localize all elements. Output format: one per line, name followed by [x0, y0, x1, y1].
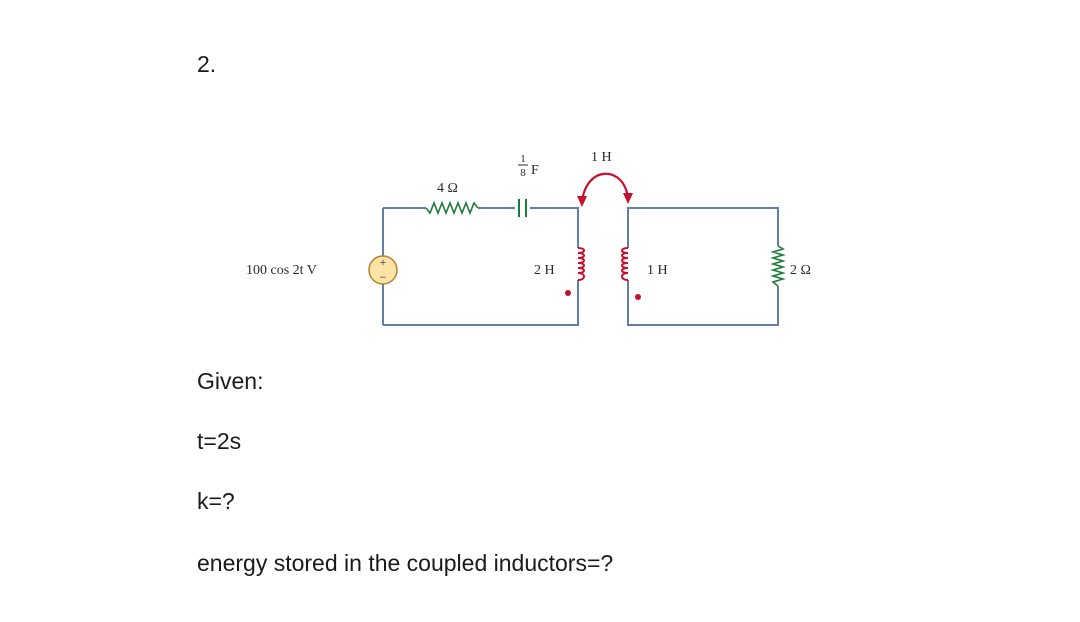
resistor-2ohm-label: 2 Ω	[790, 263, 811, 278]
question-text: energy stored in the coupled inductors=?	[197, 550, 614, 576]
given-time: t=2s	[197, 428, 242, 454]
capacitor	[519, 199, 526, 217]
inductor-2h-dot	[565, 290, 571, 296]
inductor-1h-dot	[635, 294, 641, 300]
voltage-source-minus: −	[379, 270, 387, 284]
left-loop-wire-top-right	[530, 208, 578, 248]
voltage-source-plus: +	[379, 255, 387, 269]
problem-number: 2.	[197, 51, 217, 77]
capacitor-unit: F	[531, 163, 539, 178]
resistor-2ohm	[773, 246, 783, 286]
voltage-source	[369, 255, 397, 284]
left-loop-wire-bottom	[383, 280, 578, 325]
mutual-coupling-arrow	[582, 174, 628, 202]
mutual-arrowhead-right	[623, 193, 633, 204]
given-coupling: k=?	[197, 488, 235, 514]
mutual-inductance-label: 1 H	[591, 150, 612, 165]
given-heading: Given:	[197, 368, 264, 394]
resistor-4ohm-label: 4 Ω	[437, 181, 458, 196]
mutual-arrowhead-left	[577, 196, 587, 207]
resistor-4ohm	[426, 203, 478, 213]
voltage-source-label: 100 cos 2t V	[246, 263, 317, 278]
right-loop-wire-top	[628, 208, 778, 248]
capacitor-numerator: 1	[520, 153, 526, 165]
capacitor-denominator: 8	[520, 167, 526, 179]
inductor-1h-label: 1 H	[647, 263, 668, 278]
inductor-2h-label: 2 H	[534, 263, 555, 278]
right-loop-wire-bottom	[628, 280, 778, 325]
inductor-2h	[578, 248, 584, 280]
inductor-1h	[622, 248, 628, 280]
